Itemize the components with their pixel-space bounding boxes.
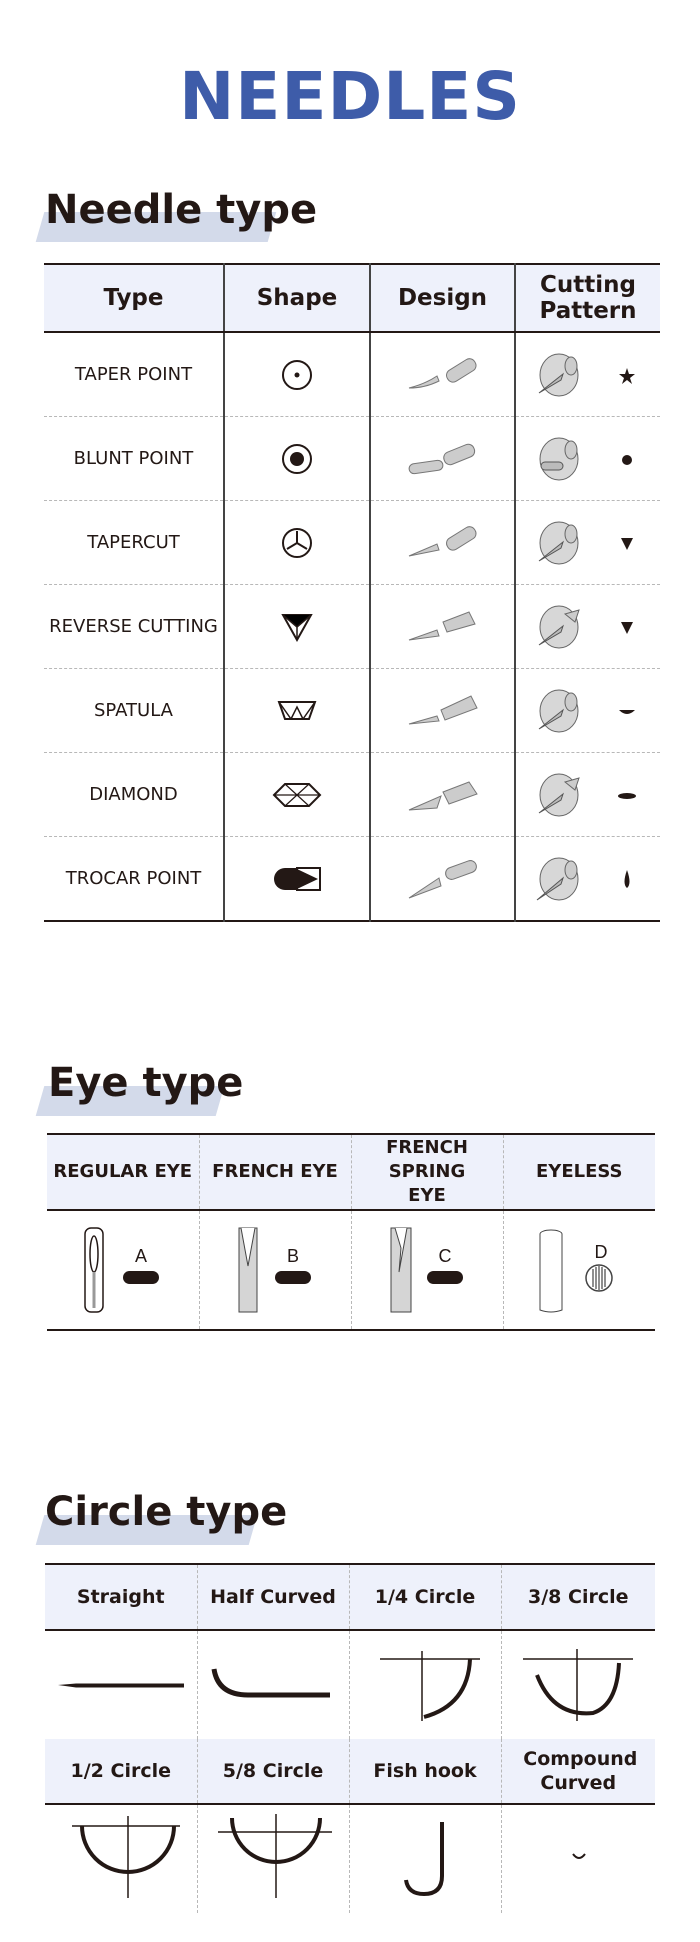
column-header: EYELESS [503, 1134, 655, 1210]
column-header: FRENCH SPRING EYE [351, 1134, 503, 1210]
eyeless-icon [529, 1222, 629, 1318]
small-triangle-icon [621, 622, 633, 634]
column-header: Half Curved [197, 1564, 349, 1630]
regular-eye-icon [73, 1222, 173, 1318]
page-title: NEEDLES [179, 58, 521, 135]
cutting-pattern-illustration [517, 684, 647, 738]
column-header: Shape [224, 264, 370, 332]
trocar-icon [272, 865, 322, 893]
needle-design-icon [403, 518, 483, 568]
needle-type-table [44, 263, 660, 922]
column-header: Cutting Pattern [515, 264, 660, 332]
column-header: Compound Curved [501, 1739, 655, 1804]
half-circle-needle-icon [56, 1814, 186, 1904]
three-eighths-circle-needle-icon [513, 1645, 643, 1725]
star-icon [619, 368, 635, 384]
five-eighths-circle-needle-icon [208, 1814, 338, 1904]
table-header-row [45, 1564, 655, 1630]
needle-type-label: TAPERCUT [44, 501, 224, 585]
cutting-pattern-illustration [517, 600, 647, 654]
eye-type-table [47, 1133, 655, 1331]
eye-label-d: D [594, 1242, 608, 1262]
table-row [44, 585, 660, 669]
table-row [44, 332, 660, 417]
circle-type-table [45, 1563, 655, 1913]
fish-hook-needle-icon [360, 1814, 490, 1904]
table-header-row [45, 1739, 655, 1804]
french-eye-icon [225, 1222, 325, 1318]
column-header: Fish hook [349, 1739, 501, 1804]
eye-label-c: C [438, 1246, 452, 1266]
table-row [47, 1210, 655, 1330]
table-row [44, 417, 660, 501]
needle-type-label: TAPER POINT [44, 332, 224, 417]
needle-section-title: Needle type [45, 187, 318, 233]
needle-design-icon [403, 770, 483, 820]
table-row [44, 753, 660, 837]
small-triangle-icon [621, 538, 633, 550]
needle-design-icon [403, 854, 483, 904]
eye-label-b: B [286, 1246, 300, 1266]
table-row [45, 1630, 655, 1739]
triangle-icon [280, 610, 314, 644]
half-curved-needle-icon [208, 1655, 338, 1715]
column-header: FRENCH EYE [199, 1134, 351, 1210]
needle-type-label: BLUNT POINT [44, 417, 224, 501]
eye-label-a: A [134, 1246, 147, 1266]
dot-icon [622, 455, 632, 465]
half-ellipse-icon [619, 710, 635, 714]
column-header: Design [370, 264, 515, 332]
table-row [44, 501, 660, 585]
needle-design-icon [403, 686, 483, 736]
needle-design-icon [403, 350, 483, 400]
quarter-circle-needle-icon [360, 1645, 490, 1725]
needle-type-label: REVERSE CUTTING [44, 585, 224, 669]
circle-filled-dot-icon [280, 442, 314, 476]
cutting-pattern-illustration [517, 852, 647, 906]
diamond-icon [272, 782, 322, 808]
column-header: 3/8 Circle [501, 1564, 655, 1630]
needle-design-icon [403, 602, 483, 652]
column-header: 5/8 Circle [197, 1739, 349, 1804]
trapezoid-icon [277, 699, 317, 723]
circle-tri-icon [280, 526, 314, 560]
table-row [44, 837, 660, 922]
eye-section-title: Eye type [48, 1060, 244, 1106]
needle-design-icon [403, 434, 483, 484]
cutting-pattern-illustration [517, 348, 647, 402]
straight-needle-icon [56, 1665, 186, 1705]
french-spring-eye-icon [377, 1222, 477, 1318]
compound-curved-needle-icon [513, 1814, 643, 1904]
column-header: REGULAR EYE [47, 1134, 199, 1210]
ellipse-icon [618, 793, 636, 799]
cutting-pattern-illustration [517, 768, 647, 822]
circle-section-title: Circle type [45, 1489, 288, 1535]
cutting-pattern-illustration [517, 516, 647, 570]
circle-dot-icon [280, 358, 314, 392]
needle-type-label: SPATULA [44, 669, 224, 753]
drop-icon [625, 870, 630, 888]
column-header: 1/2 Circle [45, 1739, 197, 1804]
column-header: Straight [45, 1564, 197, 1630]
needle-type-label: TROCAR POINT [44, 837, 224, 922]
cutting-pattern-illustration [517, 432, 647, 486]
needle-type-label: DIAMOND [44, 753, 224, 837]
column-header: Type [44, 264, 224, 332]
table-header-row [47, 1134, 655, 1210]
table-row [44, 669, 660, 753]
table-header-row [44, 264, 660, 332]
column-header: 1/4 Circle [349, 1564, 501, 1630]
table-row [45, 1804, 655, 1913]
